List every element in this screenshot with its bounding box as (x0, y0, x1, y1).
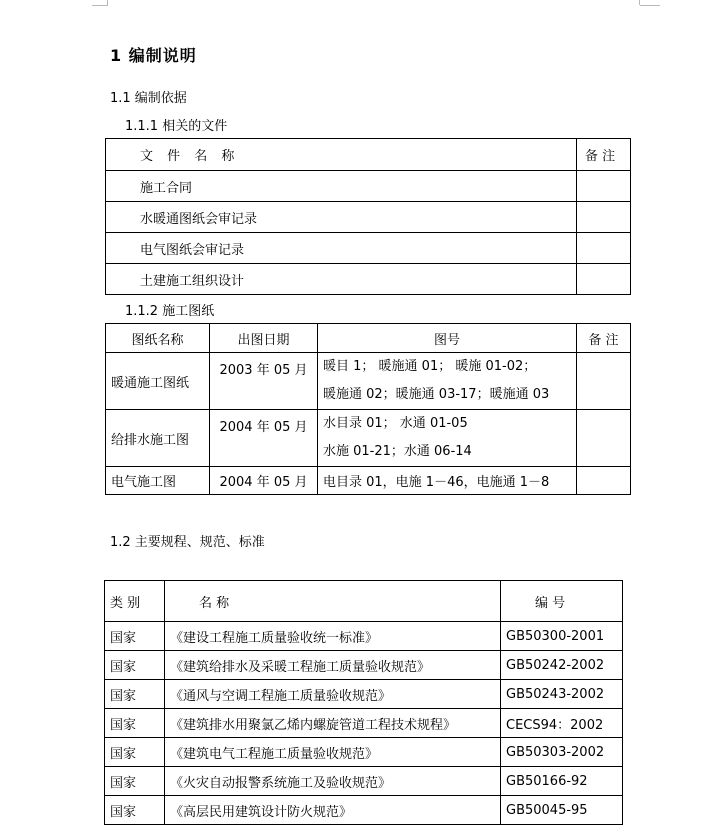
table-row (105, 767, 623, 796)
standard-code-cell: GB50243-2002 (501, 680, 623, 709)
header-drawing-number: 图号 (318, 324, 577, 353)
remark-cell (577, 202, 631, 233)
remark-cell (577, 233, 631, 264)
table-header-row (106, 324, 631, 353)
remark-cell (577, 353, 631, 410)
category-cell: 国家 (105, 767, 165, 796)
chapter-heading: 1 编制说明 (110, 46, 197, 65)
table-row (105, 796, 623, 825)
category-cell: 国家 (105, 796, 165, 825)
standard-code-cell: CECS94：2002 (501, 709, 623, 738)
table-row (105, 622, 623, 651)
file-name-cell: 施工合同 (106, 171, 577, 202)
standard-name-cell: 《建筑电气工程施工质量验收规范》 (165, 738, 501, 767)
drawing-name-cell: 暖通施工图纸 (106, 353, 210, 410)
issue-date-cell: 2004 年 05 月 (210, 467, 318, 495)
standard-name-cell: 《建筑排水用聚氯乙烯内螺旋管道工程技术规程》 (165, 709, 501, 738)
section-heading-1-1-2: 1.1.2 施工图纸 (125, 304, 215, 319)
table-row (106, 171, 631, 202)
standard-code-cell: GB50300-2001 (501, 622, 623, 651)
standard-name-cell: 《火灾自动报警系统施工及验收规范》 (165, 767, 501, 796)
standard-name-cell: 《建设工程施工质量验收统一标准》 (165, 622, 501, 651)
drawing-number-cell (318, 410, 577, 467)
section-heading-1-2: 1.2 主要规程、规范、标准 (110, 535, 265, 550)
standard-code-cell: GB50242-2002 (501, 651, 623, 680)
standards-table (104, 580, 623, 825)
table-row (106, 467, 631, 495)
header-drawing-name: 图纸名称 (106, 324, 210, 353)
page-corner-mark (107, 0, 108, 5)
table-row (106, 264, 631, 295)
table-row (105, 651, 623, 680)
standard-name-cell: 《通风与空调工程施工质量验收规范》 (165, 680, 501, 709)
table-row (105, 738, 623, 767)
header-remark: 备 注 (577, 139, 631, 171)
table-row (106, 353, 631, 410)
issue-date-cell: 2004 年 05 月 (210, 410, 318, 467)
related-files-table (105, 138, 631, 295)
standard-name-cell: 《高层民用建筑设计防火规范》 (165, 796, 501, 825)
category-cell: 国家 (105, 651, 165, 680)
header-code: 编 号 (501, 581, 623, 622)
file-name-cell: 水暖通图纸会审记录 (106, 202, 577, 233)
page-corner-mark (639, 0, 640, 5)
header-file-name: 文 件 名 称 (106, 139, 577, 171)
standard-name-cell: 《建筑给排水及采暖工程施工质量验收规范》 (165, 651, 501, 680)
remark-cell (577, 264, 631, 295)
file-name-cell: 土建施工组织设计 (106, 264, 577, 295)
table-header-row (106, 139, 631, 171)
section-heading-1-1: 1.1 编制依据 (110, 91, 187, 106)
drawing-name-cell: 给排水施工图 (106, 410, 210, 467)
header-name: 名 称 (165, 581, 501, 622)
remark-cell (577, 467, 631, 495)
remark-cell (577, 410, 631, 467)
header-remark: 备 注 (577, 324, 631, 353)
page-corner-mark (92, 0, 108, 6)
drawing-number-cell (318, 353, 577, 410)
drawing-name-cell: 电气施工图 (106, 467, 210, 495)
drawing-number-line: 水目录 01； 水通 01-05 (323, 416, 468, 431)
file-name-cell: 电气图纸会审记录 (106, 233, 577, 264)
table-row (106, 202, 631, 233)
header-issue-date: 出图日期 (210, 324, 318, 353)
standard-code-cell: GB50045-95 (501, 796, 623, 825)
drawing-number-line: 水施 01-21；水通 06-14 (323, 444, 472, 459)
table-row (106, 410, 631, 467)
table-header-row (105, 581, 623, 622)
table-row (106, 233, 631, 264)
drawings-table (105, 323, 631, 495)
section-heading-1-1-1: 1.1.1 相关的文件 (125, 119, 228, 134)
drawing-number-cell: 电目录 01，电施 1－46，电施通 1－8 (318, 467, 577, 495)
category-cell: 国家 (105, 709, 165, 738)
drawing-number-line: 暖施通 02；暖施通 03-17；暖施通 03 (323, 387, 550, 402)
category-cell: 国家 (105, 680, 165, 709)
drawing-number-line: 暖目 1； 暖施通 01； 暖施 01-02； (323, 359, 537, 374)
issue-date-cell: 2003 年 05 月 (210, 353, 318, 410)
table-row (105, 709, 623, 738)
standard-code-cell: GB50166-92 (501, 767, 623, 796)
table-row (105, 680, 623, 709)
standard-code-cell: GB50303-2002 (501, 738, 623, 767)
remark-cell (577, 171, 631, 202)
category-cell: 国家 (105, 622, 165, 651)
category-cell: 国家 (105, 738, 165, 767)
page-corner-mark (640, 0, 660, 6)
header-category: 类 别 (105, 581, 165, 622)
